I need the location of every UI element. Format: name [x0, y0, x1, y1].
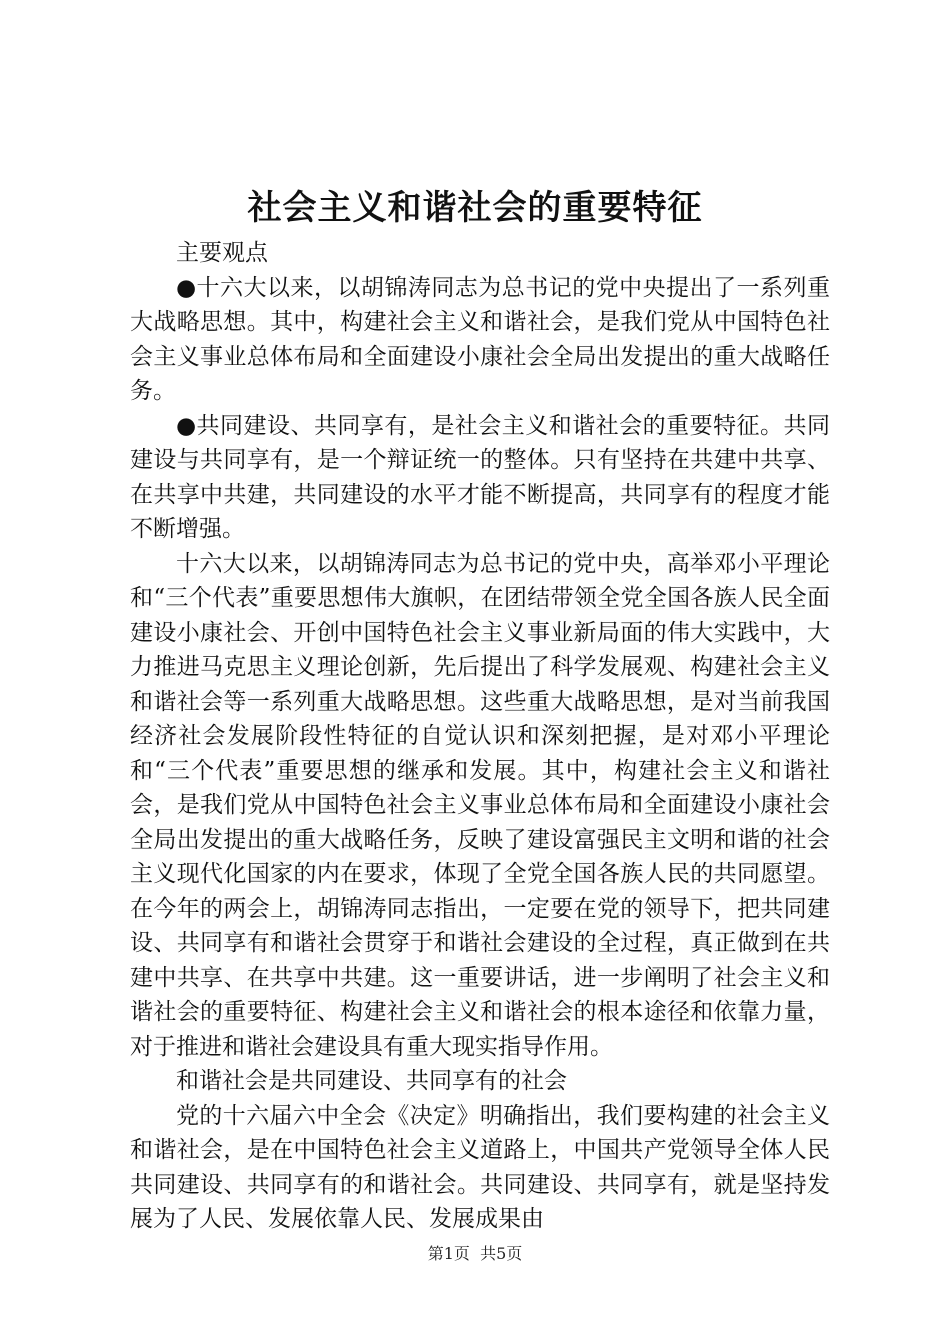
document-body — [130, 236, 830, 1237]
paragraph-key-point-1: ●十六大以来，以胡锦涛同志为总书记的党中央提出了一系列重大战略思想。其中，构建社会主义和谐社会，是我们党从中国特色社会主义事业总体布局和全面建设小康社会全局出发提出的重大战略任务。 — [130, 274, 830, 404]
section-heading-harmonious-society: 和谐社会是共同建设、共同享有的社会 — [176, 1068, 567, 1094]
paragraph-decision-text: 党的十六届六中全会《决定》明确指出，我们要构建的社会主义和谐社会，是在中国特色社会主义道路上，中国共产党领导全体人民共同建设、共同享有的和谐社会。共同建设、共同享有，就是坚持发展为了人民、发展依靠人民、发展成果由 — [130, 1102, 830, 1232]
paragraph-key-point-2: ●共同建设、共同享有，是社会主义和谐社会的重要特征。共同建设与共同享有，是一个辩证统一的整体。只有坚持在共建中共享、在共享中共建，共同建设的水平才能不断提高，共同享有的程度才能不断增强。 — [130, 412, 830, 542]
paragraph-main-text: 十六大以来，以胡锦涛同志为总书记的党中央，高举邓小平理论和“三个代表”重要思想伟大旗帜，在团结带领全党全国各族人民全面建设小康社会、开创中国特色社会主义事业新局面的伟大实践中，大力推进马克思主义理论创新，先后提出了科学发展观、构建社会主义和谐社会等一系列重大战略思想。这些重大战略思想，是对当前我国经济社会发展阶段性特征的自觉认识和深刻把握，是对邓小平理论和“三个代表”重要思想的继承和发展。其中，构建社会主义和谐社会，是我们党从中国特色社会主义事业总体布局和全面建设小康社会全局出发提出的重大战略任务，反映了建设富强民主文明和谐的社会主义现代化国家的内在要求，体现了全党全国各族人民的共同愿望。在今年的两会上，胡锦涛同志指出，一定要在党的领导下，把共同建设、共同享有和谐社会贯穿于和谐社会建设的全过程，真正做到在共建中共享、在共享中共建。这一重要讲话，进一步阐明了社会主义和谐社会的重要特征、构建社会主义和谐社会的根本途径和依靠力量，对于推进和谐社会建设具有重大现实指导作用。 — [130, 550, 830, 1060]
section-heading-main-points: 主要观点 — [176, 240, 268, 266]
document-title: 社会主义和谐社会的重要特征 — [247, 188, 703, 228]
page-total: 共5页 — [480, 1244, 523, 1263]
page-number: 第1页 — [427, 1244, 470, 1263]
page-footer — [0, 1242, 950, 1266]
